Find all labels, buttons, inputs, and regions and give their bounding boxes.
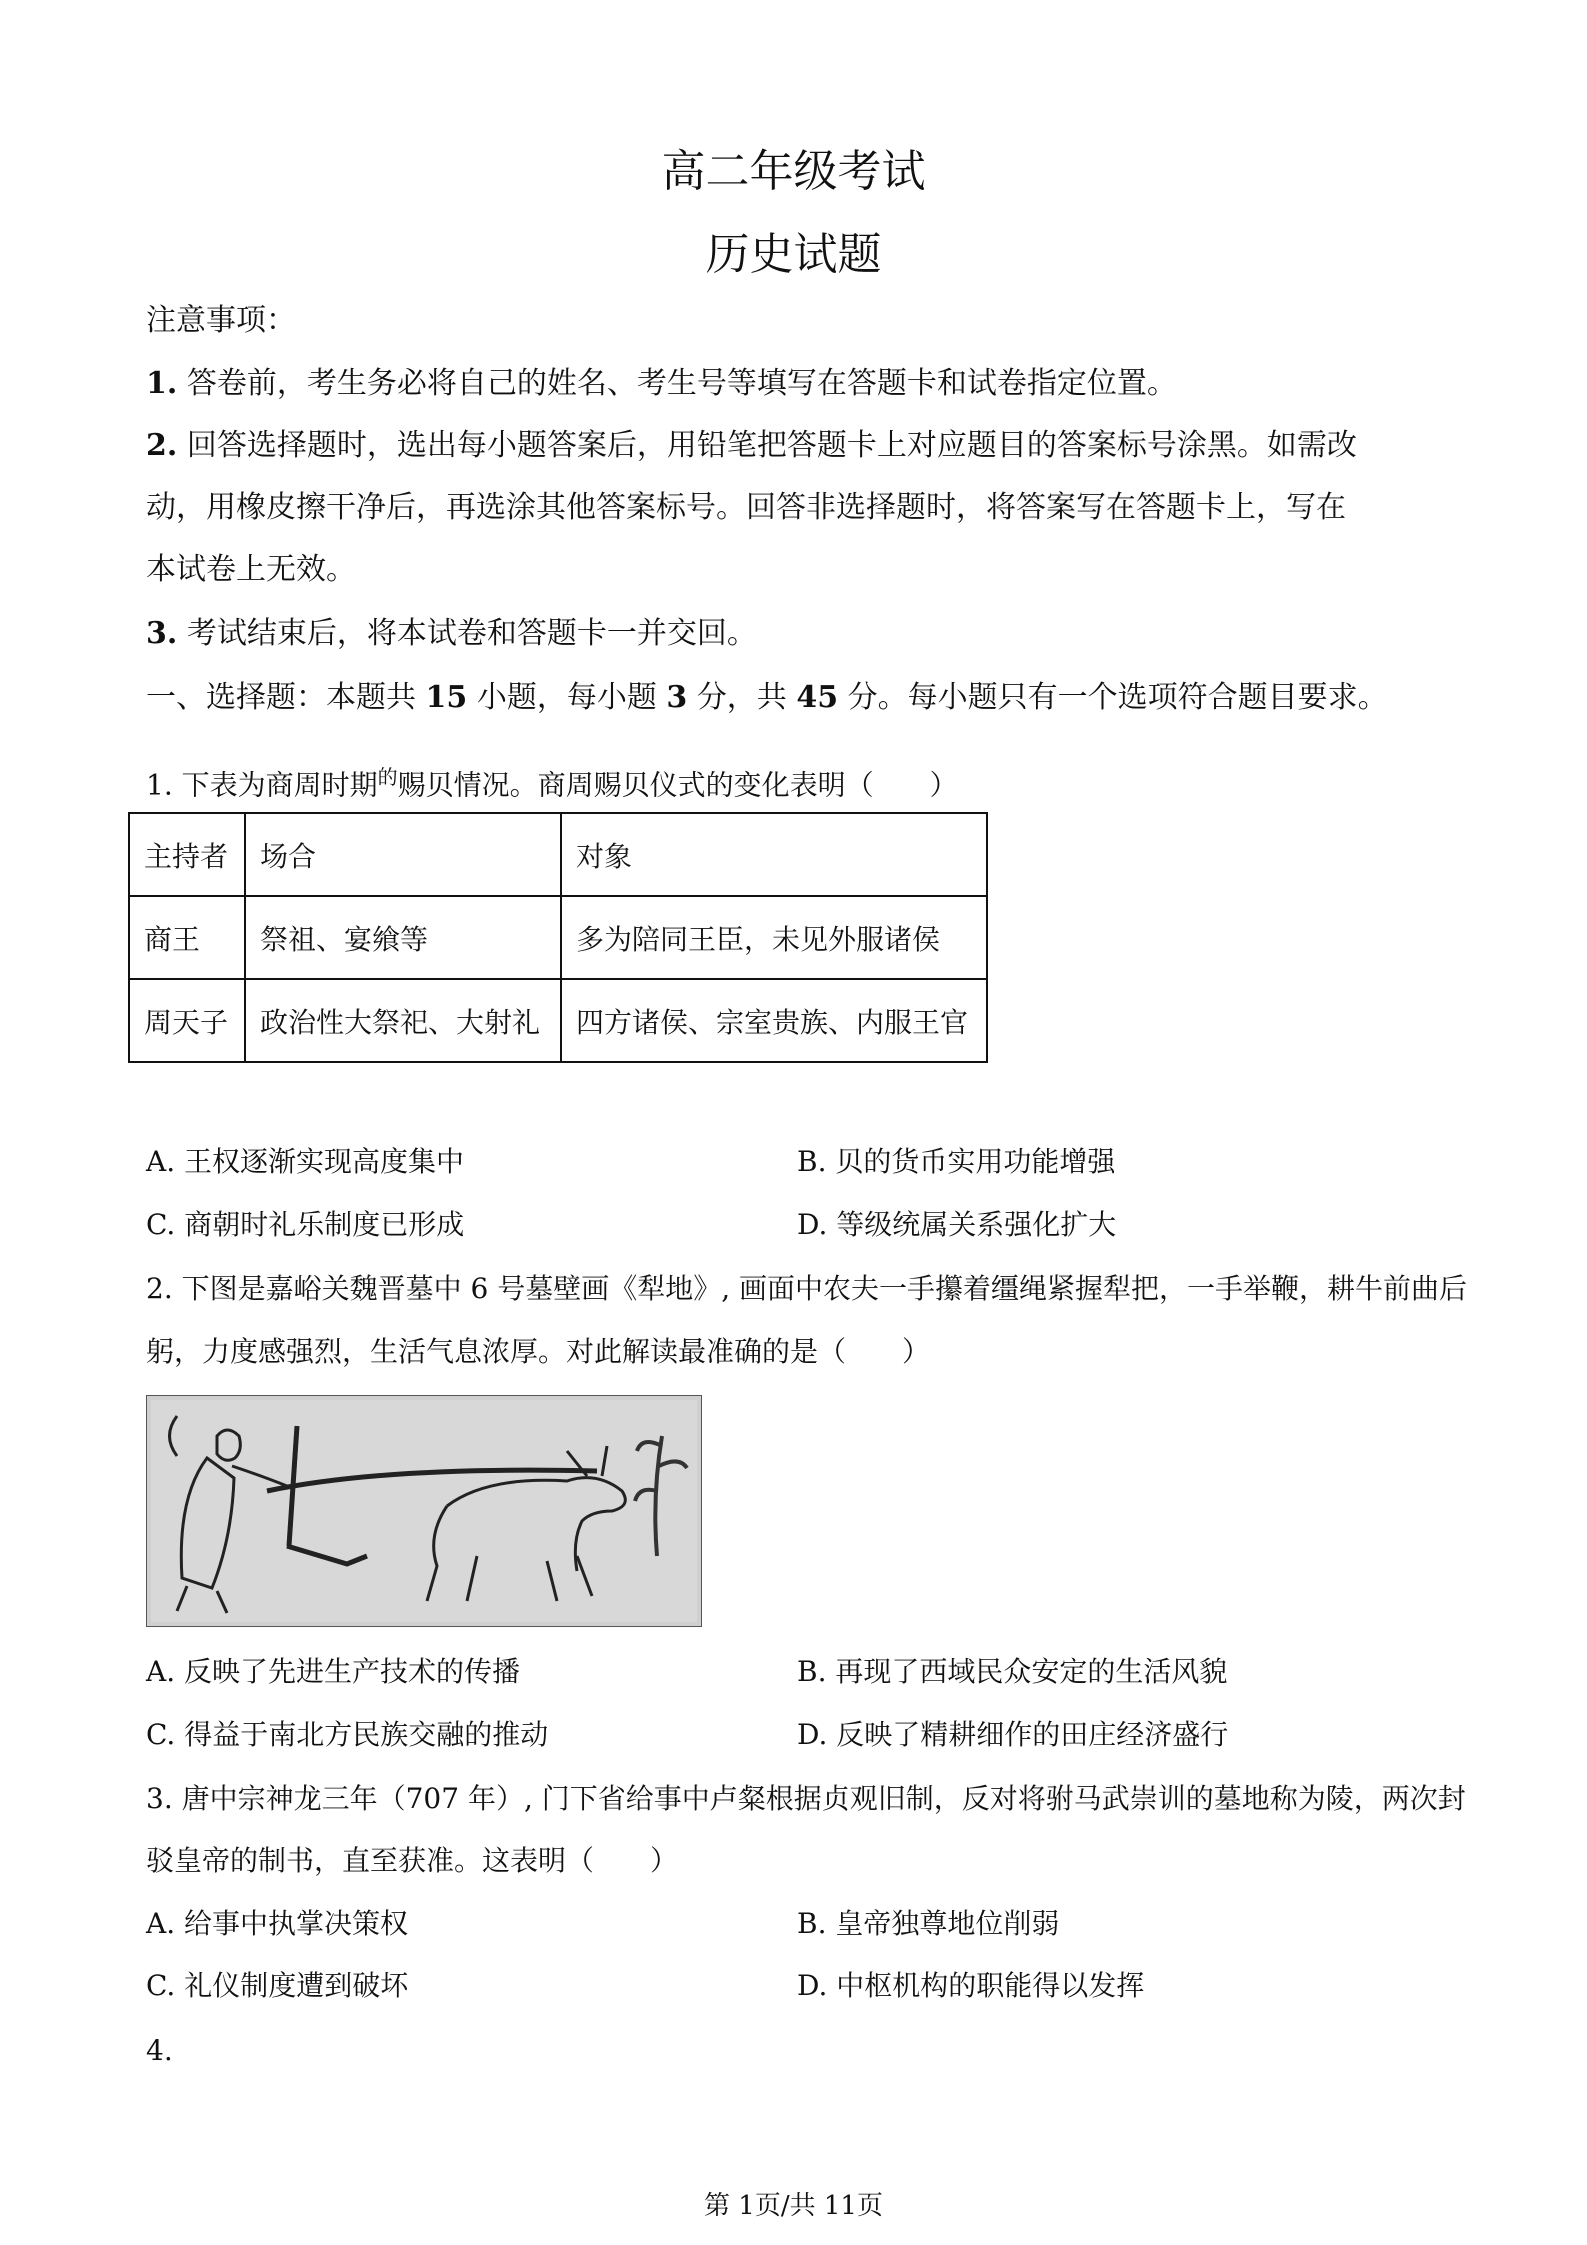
note-number: 1. (146, 366, 178, 401)
q2-option-a: A. 反映了先进生产技术的传播 (146, 1655, 521, 1688)
table-header-cell: 场合 (245, 813, 561, 896)
note-item-2-line1 (146, 425, 1456, 467)
page-title: 高二年级考试 (661, 146, 926, 197)
table-header-row (129, 813, 987, 896)
table-cell: 多为陪同王臣，未见外服诸侯 (561, 896, 987, 979)
q1-option-c: C. 商朝时礼乐制度已形成 (146, 1208, 465, 1241)
section-text: 分。每小题只有一个选项符合题目要求。 (847, 680, 1388, 715)
question-3-line1: 3. 唐中宗神龙三年（707 年）, 门下省给事中卢粲根据贞观旧制，反对将驸马武崇训的墓地称为陵，两次封 (146, 1782, 1466, 1815)
q3-option-a: A. 给事中执掌决策权 (146, 1907, 409, 1940)
table-cell: 祭祖、宴飨等 (245, 896, 561, 979)
note-item-2-line3: 本试卷上无效。 (146, 552, 356, 587)
q2-option-c: C. 得益于南北方民族交融的推动 (146, 1718, 549, 1751)
q3-option-d: D. 中枢机构的职能得以发挥 (797, 1969, 1145, 2002)
q1-option-b: B. 贝的货币实用功能增强 (797, 1145, 1116, 1178)
table-header-cell: 主持者 (129, 813, 245, 896)
stem-text: 赐贝情况。商周赐贝仪式的变化表明（ ） (397, 768, 958, 802)
table-cell: 四方诸侯、宗室贵族、内服王官 (561, 979, 987, 1062)
table-cell: 政治性大祭祀、大射礼 (245, 979, 561, 1062)
plowing-mural-image (146, 1395, 702, 1627)
note-item-1 (146, 363, 1456, 405)
notes-heading: 注意事项： (146, 303, 296, 338)
question-3-line2: 驳皇帝的制书，直至获准。这表明（ ） (146, 1844, 679, 1877)
note-text: 回答选择题时，选出每小题答案后，用铅笔把答题卡上对应题目的答案标号涂黑。如需改 (186, 428, 1357, 463)
question-1-stem (146, 756, 1456, 806)
section-number: 15 (425, 680, 468, 715)
section-text: 分，共 (696, 680, 787, 715)
note-item-3 (146, 613, 1456, 655)
table-cell: 商王 (129, 896, 245, 979)
q2-option-b: B. 再现了西域民众安定的生活风貌 (797, 1655, 1228, 1688)
q3-option-b: B. 皇帝独尊地位削弱 (797, 1907, 1060, 1940)
q3-option-c: C. 礼仪制度遭到破坏 (146, 1969, 409, 2002)
q1-option-d: D. 等级统属关系强化扩大 (797, 1208, 1117, 1241)
section-text: 一、选择题：本题共 (146, 680, 416, 715)
section-text: 小题，每小题 (476, 680, 657, 715)
note-text: 答卷前，考生务必将自己的姓名、考生号等填写在答题卡和试卷指定位置。 (186, 366, 1177, 401)
question-4-number: 4. (146, 2034, 173, 2067)
q1-option-a: A. 王权逐渐实现高度集中 (146, 1145, 465, 1178)
table-header-cell: 对象 (561, 813, 987, 896)
table-row (129, 896, 987, 979)
question-1-table (128, 812, 988, 1063)
page-subtitle: 历史试题 (705, 229, 882, 280)
note-text: 考试结束后，将本试卷和答题卡一并交回。 (186, 616, 757, 651)
question-2-line1: 2. 下图是嘉峪关魏晋墓中 6 号墓壁画《犁地》, 画面中农夫一手攥着缰绳紧握犁把，一手举鞭，耕牛前曲后 (146, 1272, 1468, 1305)
note-item-2-line2: 动，用橡皮擦干净后，再选涂其他答案标号。回答非选择题时，将答案写在答题卡上，写在 (146, 490, 1346, 525)
page-footer: 第 1页/共 11页 (704, 2191, 883, 2221)
section-heading (146, 677, 1456, 719)
question-2-line2: 躬，力度感强烈，生活气息浓厚。对此解读最准确的是（ ） (146, 1335, 931, 1368)
note-number: 3. (146, 616, 178, 651)
section-number: 3 (666, 680, 688, 715)
section-number: 45 (796, 680, 839, 715)
q2-option-d: D. 反映了精耕细作的田庄经济盛行 (797, 1718, 1229, 1751)
mural-drawing (147, 1396, 701, 1626)
stem-text: 1. 下表为商周时期 (146, 768, 378, 802)
stem-superscript: 的 (377, 765, 398, 789)
table-cell: 周天子 (129, 979, 245, 1062)
table-row (129, 979, 987, 1062)
note-number: 2. (146, 428, 178, 463)
